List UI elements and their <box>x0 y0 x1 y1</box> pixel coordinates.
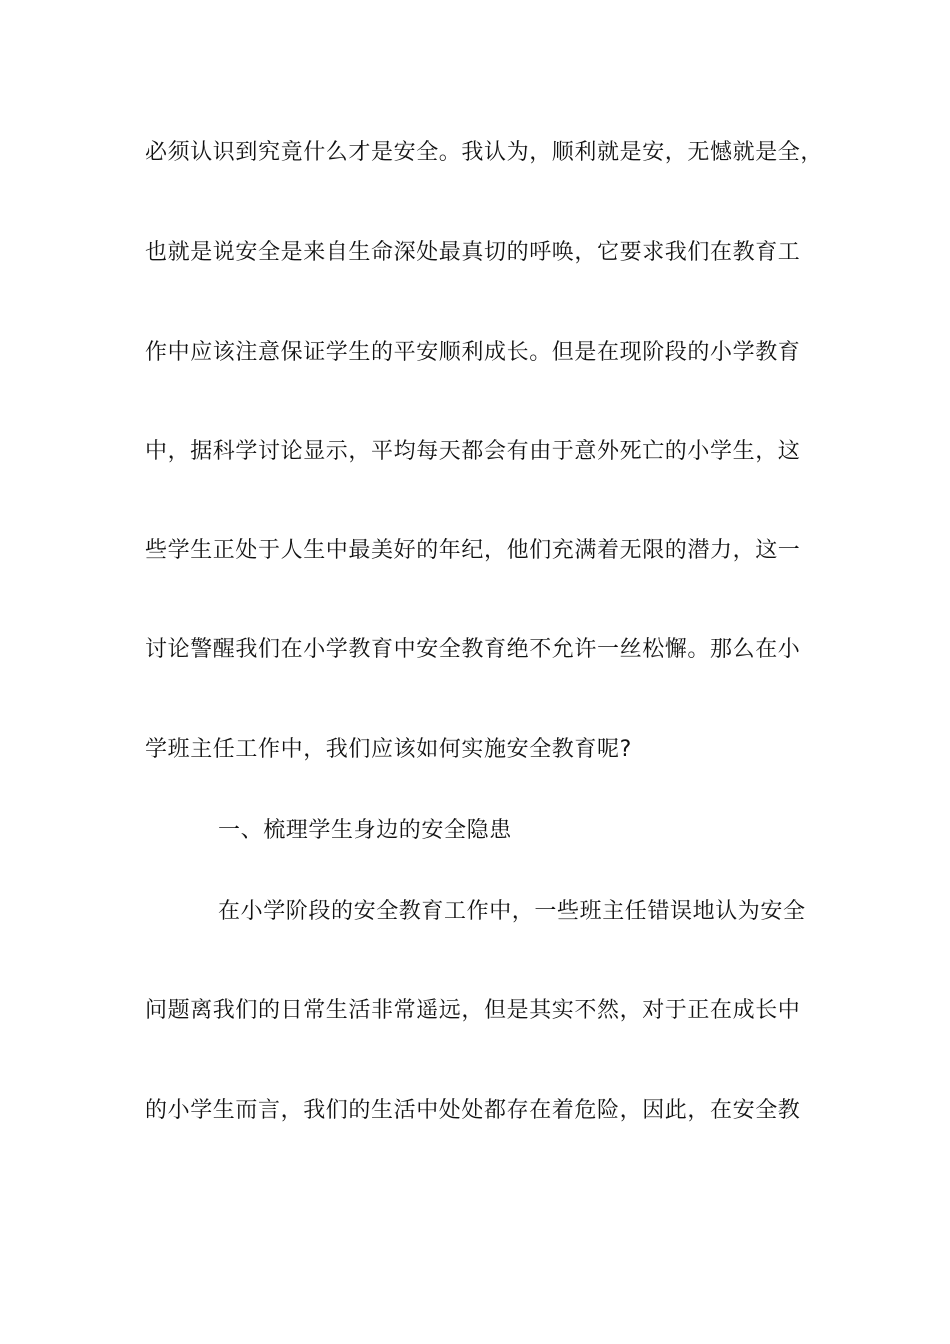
text-line: 必须认识到究竟什么才是安全。我认为，顺利就是安，无憾就是全， <box>145 140 824 165</box>
text-line: 作中应该注意保证学生的平安顺利成长。但是在现阶段的小学教育 <box>145 340 801 365</box>
text-line: 些学生正处于人生中最美好的年纪，他们充满着无限的潜力，这一 <box>145 538 801 563</box>
text-line: 问题离我们的日常生活非常遥远，但是其实不然，对于正在成长中 <box>145 998 801 1023</box>
text-line: 也就是说安全是来自生命深处最真切的呼唤，它要求我们在教育工 <box>145 240 801 265</box>
text-line: 中，据科学讨论显示，平均每天都会有由于意外死亡的小学生，这 <box>145 439 801 464</box>
text-line: 讨论警醒我们在小学教育中安全教育绝不允许一丝松懈。那么在小 <box>145 637 801 662</box>
text-line: 的小学生而言，我们的生活中处处都存在着危险，因此，在安全教 <box>145 1098 801 1123</box>
text-line: 在小学阶段的安全教育工作中，一些班主任错误地认为安全 <box>218 899 806 924</box>
section-heading: 一、梳理学生身边的安全隐患 <box>218 818 512 843</box>
text-line: 学班主任工作中，我们应该如何实施安全教育呢? <box>145 737 632 762</box>
